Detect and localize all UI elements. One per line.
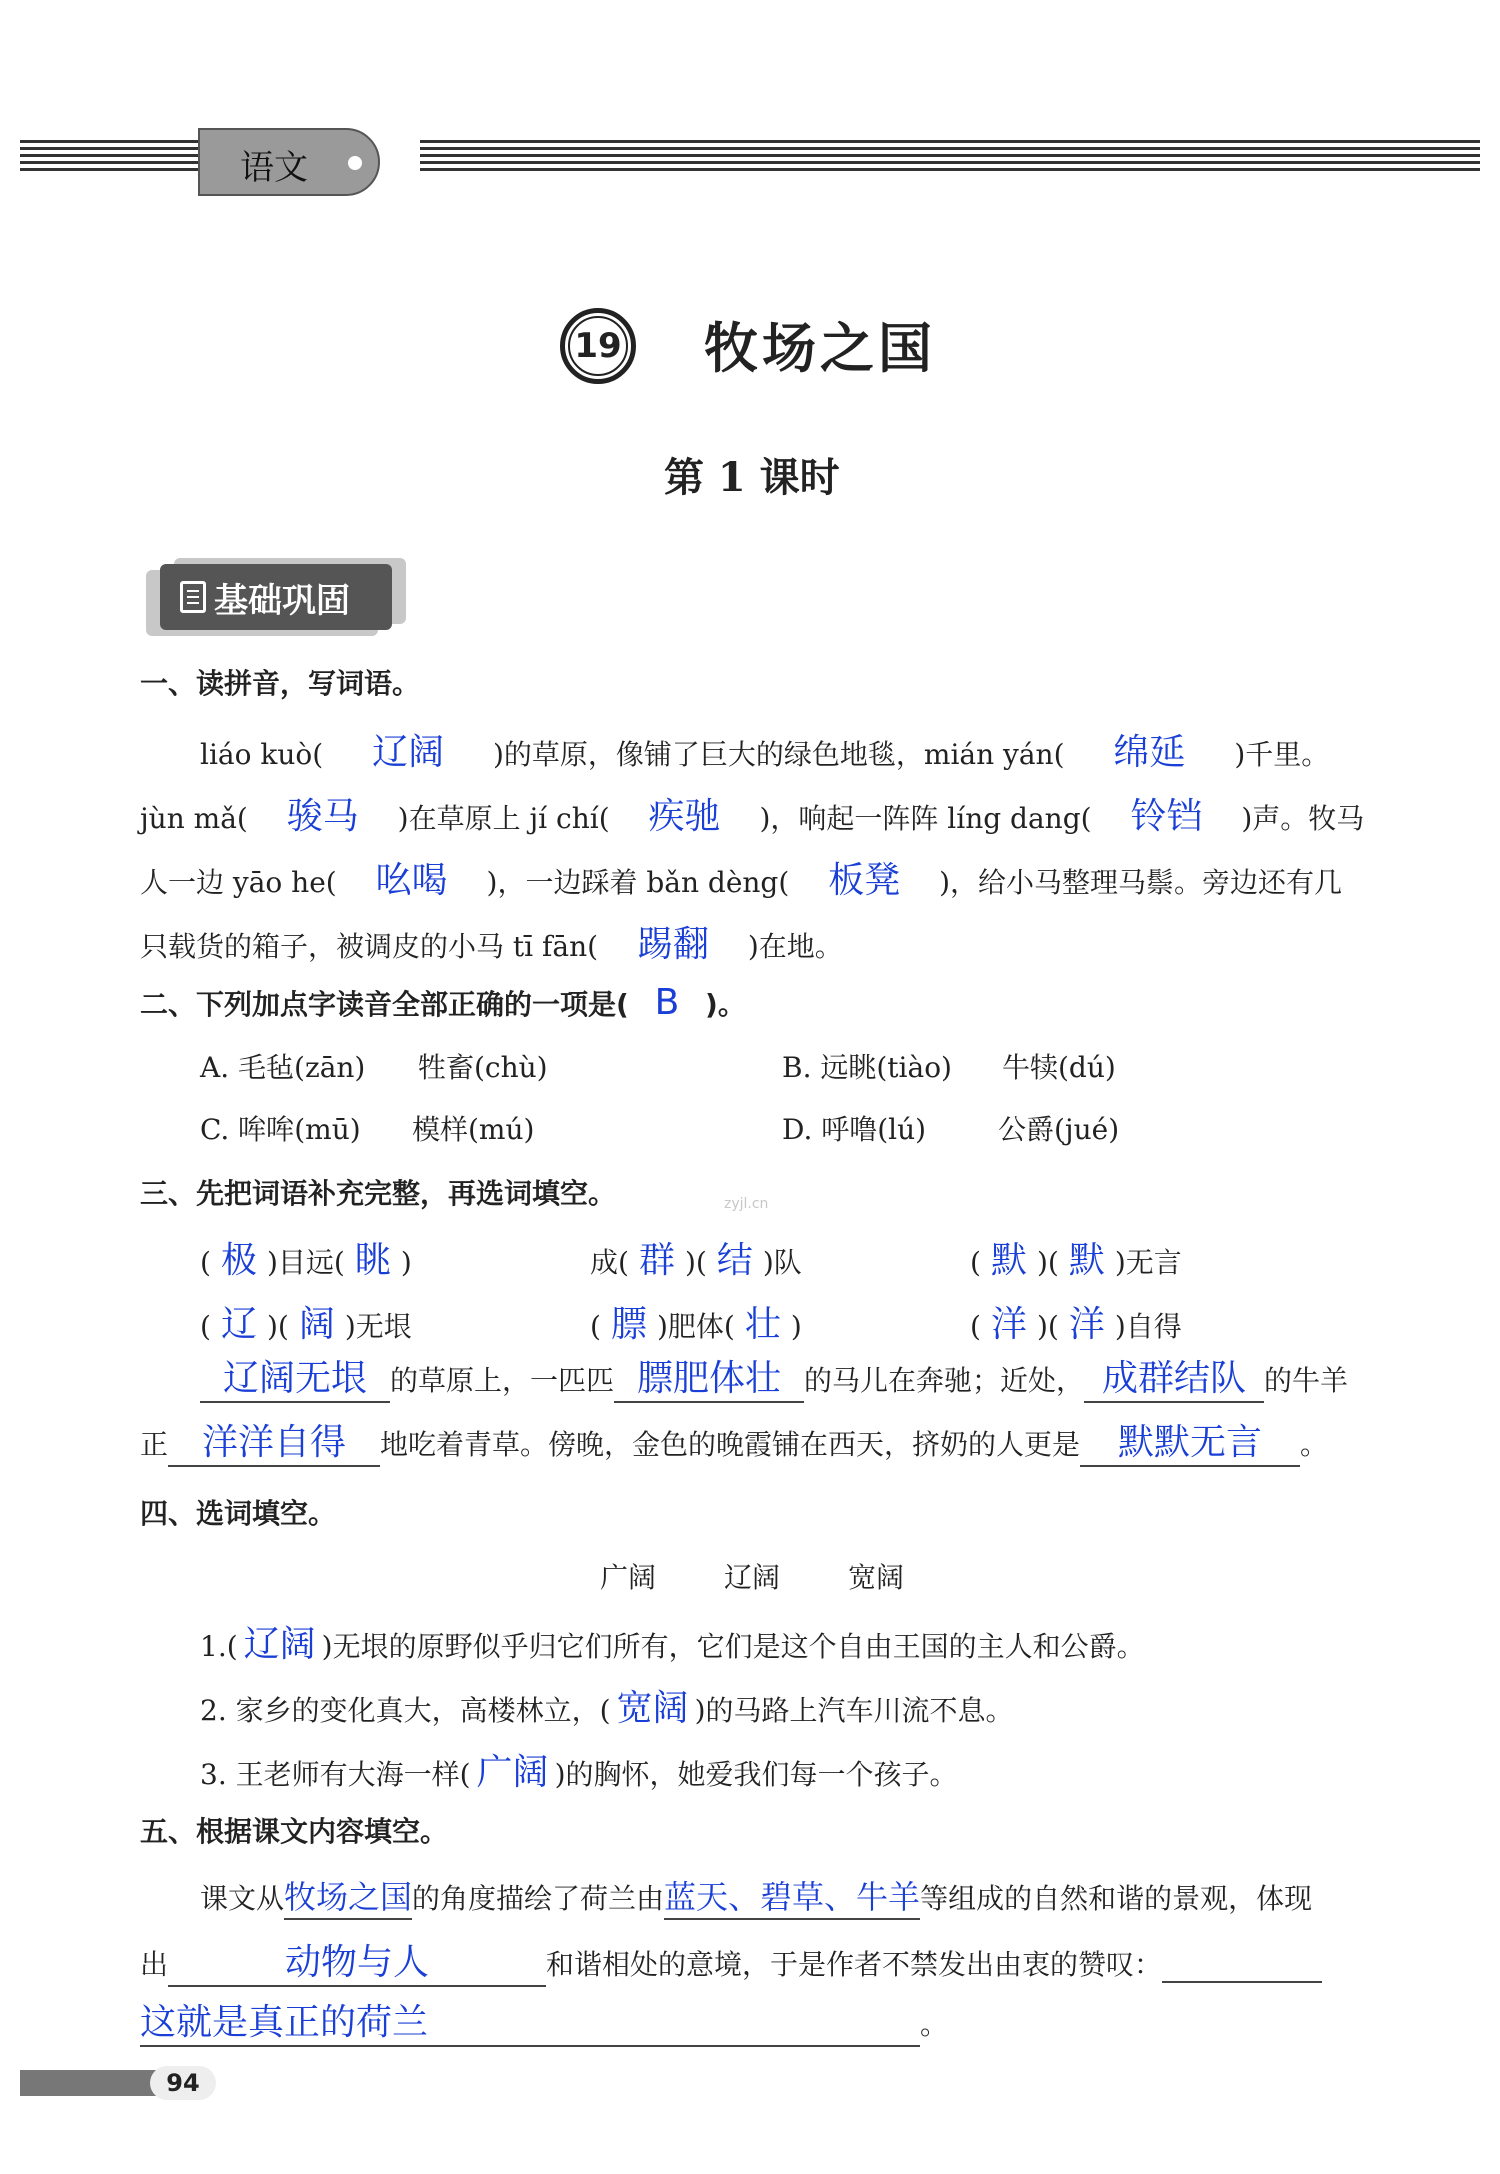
q3-title: 三、先把词语补充完整，再选词填空。 <box>140 1177 617 1210</box>
q2-option-b2: 牛犊(dú) <box>1002 1051 1116 1084</box>
q3-answer: 壮 <box>744 1304 781 1345</box>
q3-answer: 眺 <box>354 1240 391 1281</box>
q4-title: 四、选词填空。 <box>140 1497 337 1530</box>
q5-title: 五、根据课文内容填空。 <box>140 1815 449 1848</box>
q1-answer: 疾驰 <box>648 796 721 837</box>
q5-answer: 蓝天、碧草、牛羊 <box>664 1872 920 1920</box>
q1-text: jùn mǎ( <box>140 802 248 835</box>
q5-blank-line <box>1162 1948 1322 1983</box>
q3-text: )( <box>266 1310 289 1343</box>
q2-option-d1: D. 呼噜(lú) <box>782 1113 927 1146</box>
lesson-period: 第 1 课时 <box>664 454 840 501</box>
q1-line-3 <box>140 852 1342 903</box>
q2-option-c2: 模样(mú) <box>412 1113 535 1146</box>
q5-line-1 <box>200 1872 1312 1920</box>
q3-answer: 洋 <box>1068 1304 1105 1345</box>
q3-idiom-r2-g3 <box>970 1296 1182 1347</box>
page-number: 94 <box>150 2066 216 2100</box>
q1-text: )千里。 <box>1234 738 1330 771</box>
q1-line-2 <box>140 788 1364 839</box>
q3-text: ( <box>970 1246 981 1279</box>
q4-text: )的胸怀，她爱我们每一个孩子。 <box>554 1758 958 1791</box>
q2-option-c1: C. 哞哞(mū) <box>200 1113 361 1146</box>
q3-fill-answer: 默默无言 <box>1080 1414 1300 1467</box>
q3-text: ( <box>590 1310 601 1343</box>
q2-title-end: )。 <box>705 988 746 1021</box>
q1-line-1 <box>200 724 1329 775</box>
q3-sentence-2 <box>140 1414 1328 1467</box>
q3-fill-answer: 洋洋自得 <box>168 1414 380 1467</box>
q4-answer: 广阔 <box>476 1752 549 1793</box>
q2-title: 二、下列加点字读音全部正确的一项是( <box>140 988 629 1021</box>
subject-tab <box>198 128 380 196</box>
q3-text: )( <box>684 1246 707 1279</box>
q3-text: 的马儿在奔驰；近处， <box>804 1364 1085 1397</box>
q1-answer: 吆喝 <box>375 860 448 901</box>
q5-answer: 牧场之国 <box>284 1872 412 1920</box>
q1-answer: 踢翻 <box>636 924 709 965</box>
q3-text: )目远( <box>266 1246 345 1279</box>
section-banner <box>160 564 392 630</box>
q3-text: )自得 <box>1114 1310 1182 1343</box>
document-icon <box>180 581 206 613</box>
q3-text: 正 <box>140 1428 169 1461</box>
q3-answer: 默 <box>1068 1240 1105 1281</box>
q5-text: 和谐相处的意境，于是作者不禁发出由衷的赞叹： <box>546 1948 1163 1981</box>
q3-text: )肥体( <box>656 1310 735 1343</box>
q5-text: 出 <box>140 1948 169 1981</box>
subject-label: 语文 <box>240 148 308 188</box>
q3-text: 。 <box>1300 1428 1329 1461</box>
q1-text: liáo kuò( <box>200 738 324 771</box>
tab-hole-icon <box>348 156 362 170</box>
q1-text: )的草原，像铺了巨大的绿色地毯，mián yán( <box>492 738 1065 771</box>
q5-text: 等组成的自然和谐的景观，体现 <box>920 1882 1313 1915</box>
q5-text: 。 <box>920 2008 949 2041</box>
q1-answer: 骏马 <box>286 796 359 837</box>
q5-line-3 <box>140 1994 948 2047</box>
q1-answer: 辽阔 <box>372 732 445 773</box>
q4-answer: 宽阔 <box>616 1688 689 1729</box>
header-rule-left <box>20 140 200 175</box>
q1-text: 只载货的箱子，被调皮的小马 tī fān( <box>140 930 599 963</box>
q1-text: )，响起一阵阵 líng dang( <box>759 802 1092 835</box>
q3-text: ( <box>970 1310 981 1343</box>
q3-text: ) <box>790 1310 802 1343</box>
q4-text: )无垠的原野似乎归它们所有，它们是这个自由王国的主人和公爵。 <box>321 1630 1145 1663</box>
q3-idiom-r2-g2 <box>590 1296 802 1347</box>
q2-option-a1: A. 毛毡(zān) <box>200 1051 366 1084</box>
q3-answer: 群 <box>638 1240 675 1281</box>
q3-text: ( <box>200 1310 211 1343</box>
q5-answer: 这就是真正的荷兰 <box>140 1994 920 2047</box>
q3-answer: 膘 <box>610 1304 647 1345</box>
q5-answer: 动物与人 <box>168 1934 546 1987</box>
header-rule-right <box>420 140 1480 175</box>
q3-text: ( <box>200 1246 211 1279</box>
q4-text: )的马路上汽车川流不息。 <box>694 1694 1014 1727</box>
q3-text: 的草原上，一匹匹 <box>390 1364 615 1397</box>
q3-answer: 结 <box>716 1240 753 1281</box>
q4-text: 2. 家乡的变化真大，高楼林立，( <box>200 1694 611 1727</box>
lesson-title: 牧场之国 <box>704 317 936 380</box>
q4-item-3 <box>200 1744 958 1795</box>
q3-text: )队 <box>762 1246 802 1279</box>
q3-text: 成( <box>590 1246 629 1279</box>
q3-idiom-r1-g3 <box>970 1232 1182 1283</box>
lesson-number: 19 <box>568 316 628 376</box>
q4-word-2: 辽阔 <box>724 1561 781 1594</box>
q5-text: 的角度描绘了荷兰由 <box>412 1882 665 1915</box>
page-footer-bar <box>20 2070 160 2096</box>
q2-title-row <box>140 982 746 1023</box>
q1-text: )声。牧马 <box>1241 802 1365 835</box>
q3-answer: 极 <box>220 1240 257 1281</box>
q3-idiom-r2-g1 <box>200 1296 412 1347</box>
q3-text: ) <box>400 1246 412 1279</box>
q4-word-3: 宽阔 <box>848 1561 905 1594</box>
q3-answer: 洋 <box>990 1304 1027 1345</box>
q1-text: )，一边踩着 bǎn dèng( <box>486 866 790 899</box>
q5-text: 课文从 <box>200 1882 285 1915</box>
q4-item-2 <box>200 1680 1014 1731</box>
q3-text: 的牛羊 <box>1264 1364 1349 1397</box>
lesson-number-badge <box>560 308 636 384</box>
q3-text: )( <box>1036 1246 1059 1279</box>
q3-text: )无垠 <box>344 1310 412 1343</box>
q3-idiom-r1-g2 <box>590 1232 802 1283</box>
q4-word-1: 广阔 <box>600 1561 657 1594</box>
q3-text: )( <box>1036 1310 1059 1343</box>
q5-line-2 <box>140 1934 1322 1987</box>
q3-text: )无言 <box>1114 1246 1182 1279</box>
section-title: 基础巩固 <box>214 580 350 621</box>
q1-answer: 板凳 <box>828 860 901 901</box>
q1-title: 一、读拼音，写词语。 <box>140 667 421 700</box>
q1-answer: 绵延 <box>1113 732 1186 773</box>
q3-fill-answer: 辽阔无垠 <box>200 1350 390 1403</box>
q4-item-1 <box>200 1616 1145 1667</box>
q3-text: 地吃着青草。傍晚，金色的晚霞铺在西天，挤奶的人更是 <box>380 1428 1081 1461</box>
q3-answer: 辽 <box>220 1304 257 1345</box>
q2-answer: B <box>654 982 680 1023</box>
q3-fill-answer: 成群结队 <box>1084 1350 1264 1403</box>
q1-text: )在地。 <box>747 930 843 963</box>
watermark: zyjl.cn <box>724 1196 769 1212</box>
q3-idiom-r1-g1 <box>200 1232 412 1283</box>
q1-text: )在草原上 jí chí( <box>397 802 610 835</box>
q1-answer: 铃铛 <box>1130 796 1203 837</box>
q1-line-4 <box>140 916 843 967</box>
q1-text: 人一边 yāo he( <box>140 866 337 899</box>
q4-text: 3. 王老师有大海一样( <box>200 1758 471 1791</box>
q3-answer: 默 <box>990 1240 1027 1281</box>
q3-sentence-1 <box>200 1350 1348 1403</box>
q1-text: )，给小马整理马鬃。旁边还有几 <box>939 866 1343 899</box>
q3-fill-answer: 膘肥体壮 <box>614 1350 804 1403</box>
q4-answer: 辽阔 <box>243 1624 316 1665</box>
q2-option-d2: 公爵(jué) <box>998 1113 1120 1146</box>
q2-option-b1: B. 远眺(tiào) <box>782 1051 952 1084</box>
q3-answer: 阔 <box>298 1304 335 1345</box>
q2-option-a2: 牲畜(chù) <box>418 1051 548 1084</box>
q4-text: 1.( <box>200 1630 238 1663</box>
